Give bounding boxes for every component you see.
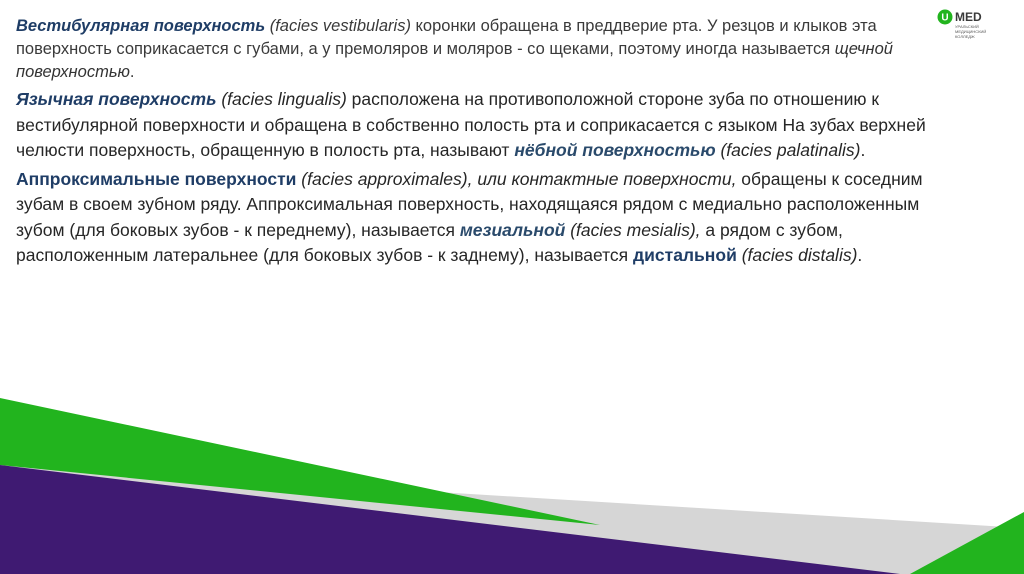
umed-logo	[936, 8, 1020, 42]
paragraph-approximal	[16, 167, 966, 269]
paragraph-lingual	[16, 87, 966, 164]
logo-mark: U	[941, 12, 949, 24]
term-palatal: нёбной поверхностью	[514, 140, 716, 160]
latin-distal: (facies distalis)	[736, 245, 858, 265]
end-lingual: .	[860, 140, 866, 160]
logo-line-2: МЕДИЦИНСКИЙ	[955, 29, 987, 34]
term-lingual: Язычная поверхность	[16, 89, 217, 109]
term-vestibular: Вестибулярная поверхность	[16, 17, 266, 35]
term-mesial: мезиальной	[459, 219, 566, 240]
logo-brand: MED	[955, 10, 982, 24]
latin-palatal: (facies palatinalis)	[715, 140, 861, 160]
term-approximal: Аппроксимальные поверхности	[16, 168, 297, 189]
text-approximal-1: обращены к соседним зубам в своем зубном ряду. Аппроксимальная поверхность, находящаяся рядом с медиально расположенным зубом (для боковых зубов - к переднему), называется	[16, 168, 923, 240]
logo-line-3: КОЛЛЕДЖ	[955, 34, 975, 39]
paragraph-vestibular	[16, 12, 966, 84]
end-vestibular: .	[129, 63, 135, 81]
term-distal: дистальной	[633, 245, 737, 265]
text-approximal-2: а рядом с зубом, расположенным латеральнее (для боковых зубов - к заднему), называется	[16, 219, 843, 265]
latin-mesial: (facies mesialis),	[565, 219, 701, 240]
end-approximal: .	[857, 245, 863, 265]
logo-line-1: УРАЛЬСКИЙ	[955, 24, 979, 29]
text-vestibular: коронки обращена в преддверие рта. У резцов и клыков эта поверхность соприкасается с губами, а у премоляров и моляров - со щеками, поэтому иногда называется	[16, 17, 877, 58]
latin-approximal: (facies approximales), или контактные поверхности,	[296, 168, 737, 189]
text-lingual: расположена на противоположной стороне зуба по отношению к вестибулярной поверхности и обращена в собственно полость рта и соприкасается с языком На зубах верхней челюсти поверхность, обращенную в полость рта, называют	[16, 89, 926, 160]
slide-text	[16, 12, 966, 269]
alt-name-buccal: щечной поверхностью	[16, 40, 893, 81]
latin-vestibular: (facies vestibularis)	[265, 17, 411, 35]
latin-lingual: (facies lingualis)	[216, 89, 347, 109]
